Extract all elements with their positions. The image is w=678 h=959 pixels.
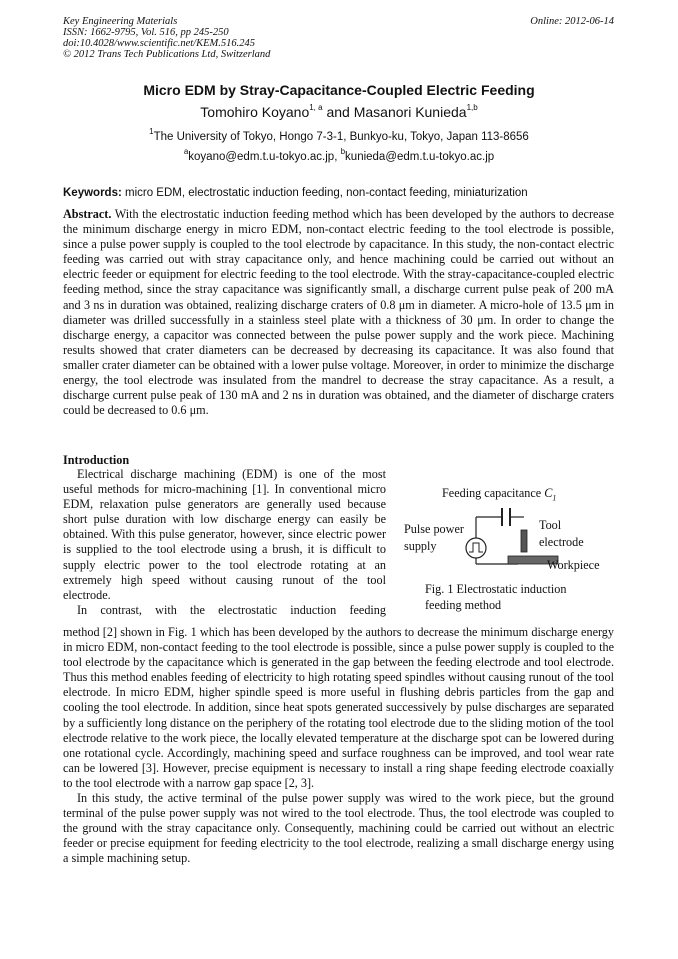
feeding-capacitance-label — [442, 486, 556, 502]
paragraph: Electrical discharge machining (EDM) is one of the most useful methods for micro-machining [1]. In conventional micro EDM, relaxation pulse generators are generally used because short pulse duration with low discharge energy can easily be obtained. With this pulse generator, however, since electric power is supplied to the tool electrode using a brush, it is difficult to supply electric power to the tool electrode rotating at an extremely high speed without causing runout of the tool electrode. — [63, 467, 386, 602]
capacitance-symbol: C — [544, 486, 553, 500]
abstract — [63, 207, 614, 418]
copyright-line: © 2012 Trans Tech Publications Ltd, Switzerland — [63, 49, 271, 60]
online-date: Online: 2012-06-14 — [530, 16, 614, 27]
abstract-label: Abstract. — [63, 207, 112, 221]
author-name: Masanori Kunieda — [353, 104, 467, 120]
workpiece-label: Workpiece — [547, 558, 600, 572]
capacitance-subscript: 1 — [552, 493, 557, 503]
caption-line: Fig. 1 Electrostatic induction — [425, 582, 567, 596]
tool-electrode-label: electrode — [539, 535, 584, 549]
pulse-power-label: supply — [404, 539, 437, 553]
affiliation — [0, 127, 678, 143]
email-link[interactable]: koyano@edm.t.u-tokyo.ac.jp, — [188, 151, 341, 163]
paper-title: Micro EDM by Stray-Capacitance-Coupled Electric Feeding — [143, 82, 535, 98]
keywords-text: micro EDM, electrostatic induction feeding, non-contact feeding, miniaturization — [121, 187, 528, 199]
tool-electrode-icon — [521, 530, 527, 552]
affiliation-superscript: 1 — [149, 127, 154, 137]
author-joiner: and — [322, 104, 354, 120]
email-superscript: a — [183, 147, 189, 157]
figure-1 — [398, 484, 618, 620]
email-line — [0, 147, 678, 163]
section-heading: Introduction — [63, 453, 130, 467]
email-superscript: b — [340, 147, 346, 157]
affiliation-text: The University of Tokyo, Hongo 7-3-1, Bunkyo-ku, Tokyo, Japan 113-8656 — [153, 131, 529, 143]
intro-left-column — [63, 467, 386, 618]
doi-line: doi:10.4028/www.scientific.net/KEM.516.245 — [63, 38, 255, 49]
pulse-source-icon — [466, 538, 486, 558]
keywords — [63, 187, 615, 199]
figure-caption — [425, 581, 566, 613]
pulse-power-label: Pulse power — [404, 522, 464, 536]
abstract-text: With the electrostatic induction feeding method which has been developed by the authors to decrease the minimum discharge energy in micro EDM, non-contact electric feeding to the tool electrode is possible, since a pulse power supply is coupled to the tool electrode by capacitance. In this study, the non-contact electric feeding was carried out with stray capacitance only, and hence machining could be carried out without an electric feeder or equipment for electric feeding to the tool electrode. With the stray-capacitance-coupled electric feeding method, since the stray capacitance was significantly small, a discharge current pulse peak of 200 mA and 3 ns in duration was obtained, realizing discharge craters of 0.8 μm in diameter. A micro-hole of 13.5 μm in diameter was drilled successfully in a stainless steel plate with a thickness of 30 μm. In order to change the discharge energy, a capacitor was connected between the pulse power supply and the work piece. Machining results showed that crater diameters can be decreased by decreasing its capacitance. It was also found that smaller crater diameter can be obtained with a lower pulse voltage. Moreover, in order to minimize the discharge energy, the tool electrode was insulated from the mandrel to decrease the stray capacitance. As a result, a discharge current pulse peak of 130 mA and 2 ns in duration was obtained, and the diameter of discharge craters could be decreased to 0.6 μm. — [63, 207, 614, 418]
author-superscript: 1, a — [309, 103, 323, 113]
author-line — [0, 104, 678, 120]
paragraph: In contrast, with the electrostatic induction feeding — [77, 602, 386, 617]
email-link[interactable]: kunieda@edm.t.u-tokyo.ac.jp — [345, 151, 495, 163]
intro-full-width — [63, 625, 614, 867]
issn-line: ISSN: 1662-9795, Vol. 516, pp 245-250 — [63, 27, 229, 38]
author-name: Tomohiro Koyano — [200, 104, 310, 120]
keywords-label: Keywords: — [63, 187, 122, 199]
caption-line: feeding method — [425, 598, 502, 612]
journal-name: Key Engineering Materials — [63, 16, 178, 27]
author-superscript: 1,b — [466, 103, 478, 113]
tool-electrode-label: Tool — [539, 518, 562, 532]
paragraph: In this study, the active terminal of the pulse power supply was wired to the work piece, but the ground terminal of the pulse power supply was not wired to the tool electrode. Thus, the tool electrode was coupled to the ground with the stray capacitance only. Consequently, machining could be carried out without an electric feeder or precise equipment for feeding electricity to the tool electrode, realizing a small discharge energy using a simple machining setup. — [63, 791, 614, 866]
journal-header — [63, 16, 270, 60]
feeding-capacitance-text: Feeding capacitance — [442, 486, 545, 500]
paragraph: method [2] shown in Fig. 1 which has been developed by the authors to decrease the minimum discharge energy in micro EDM, non-contact feeding to the tool electrode is possible, since a pulse power supply is coupled to the tool electrode by the capacitance which is generated in the gap between the feeding electrode and tool electrode. Thus this method enables feeding of electricity to high rotating speed spindles without causing runout of the tool electrode. In micro EDM, higher spindle speed is more useful in flushing debris particles from the gap and cooling the tool electrode. In addition, since heat spots generated successively by pulse discharges are separated by a sufficiently long distance on the periphery of the rotating tool electrode due to the sliding motion of the tool electrode relative to the work piece, the locally elevated temperature at the discharge spot can be lowered during one rotational cycle. Accordingly, machining speed and surface roughness can be improved, and tool wear rate can be lowered [3]. However, precise equipment is necessary to install a ring shape feeding electrode coaxially to the tool electrode with a narrow gap space [2, 3]. — [63, 625, 614, 790]
